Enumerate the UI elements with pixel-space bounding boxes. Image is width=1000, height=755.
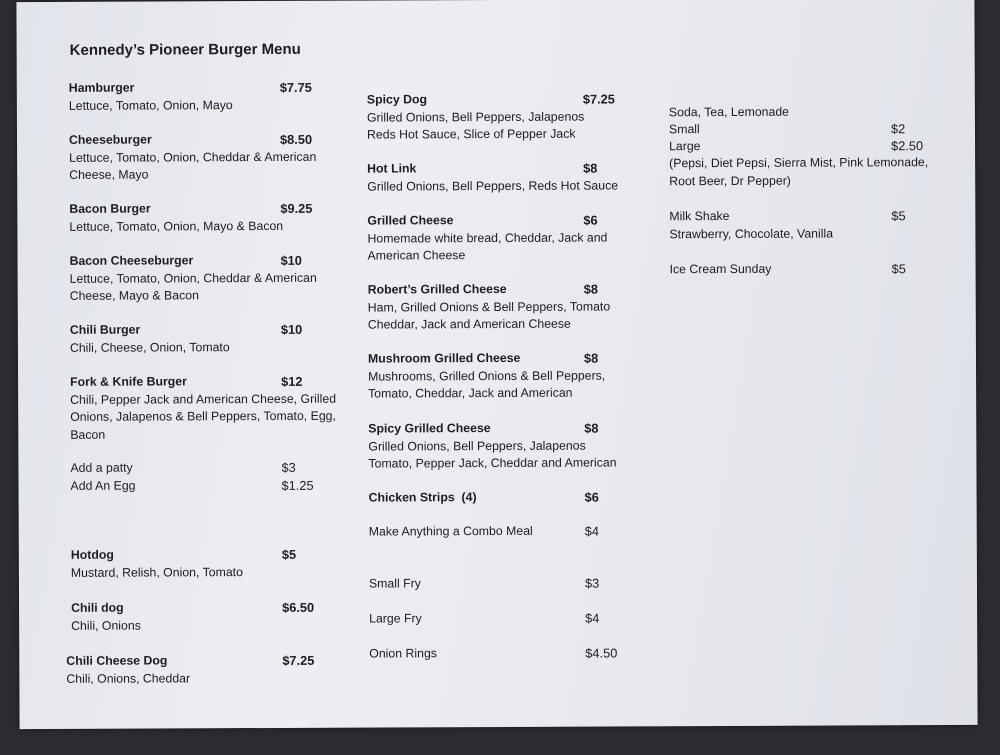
item-desc: Ham, Grilled Onions & Bell Peppers, Tomato — [367, 299, 611, 315]
item-price: $5 — [281, 546, 297, 562]
item-name: Small Fry — [368, 576, 421, 591]
item-desc: Homemade white bread, Cheddar, Jack and — [367, 230, 608, 246]
menu-item-spicy-grilled-cheese — [368, 419, 616, 473]
item-name: Chili dog — [71, 600, 124, 615]
item-desc: Chili, Onions, Cheddar — [66, 670, 191, 686]
item-price: $8 — [583, 281, 598, 297]
item-price: $10 — [280, 252, 302, 268]
item-price: $5 — [891, 261, 906, 277]
drinks-header: Soda, Tea, Lemonade — [668, 104, 790, 120]
drink-large — [669, 138, 924, 156]
menu-item-cheeseburger — [69, 131, 316, 185]
item-price: $5 — [891, 208, 906, 224]
drink-price: $2 — [890, 121, 906, 137]
item-price: $8 — [584, 420, 599, 436]
item-desc: Grilled Onions, Bell Peppers, Jalapenos — [366, 109, 585, 125]
item-desc: Lettuce, Tomato, Onion, Mayo & Bacon — [69, 218, 284, 234]
item-name: Robert’s Grilled Cheese — [367, 281, 507, 297]
menu-item-milk-shake — [669, 208, 906, 244]
menu-item-hot-link — [367, 159, 618, 195]
addon-price: $1.25 — [281, 477, 314, 493]
item-desc: Tomato, Pepper Jack, Cheddar and American — [368, 455, 617, 471]
item-price: $7.25 — [282, 652, 315, 668]
menu-item-bacon-cheeseburger — [70, 252, 317, 306]
menu-item-roberts-grilled-cheese — [368, 281, 611, 335]
drink-flavors-line: Root Beer, Dr Pepper) — [669, 173, 791, 188]
item-desc: Cheese, Mayo — [69, 167, 149, 182]
item-price: $8 — [583, 350, 599, 366]
menu-sheet — [16, 0, 977, 729]
item-name: Onion Rings — [369, 646, 437, 661]
menu-item-spicy-dog — [366, 91, 615, 144]
item-name: Chili Cheese Dog — [66, 653, 168, 668]
menu-item-chili-cheese-dog — [66, 652, 315, 688]
item-price: $4 — [585, 610, 600, 626]
drinks-section — [669, 104, 789, 122]
menu-item-hamburger — [68, 79, 312, 115]
item-desc: Mushrooms, Grilled Onions & Bell Peppers, — [368, 368, 606, 384]
item-price: $10 — [280, 321, 303, 337]
item-price: $7.75 — [279, 79, 312, 95]
item-desc: Reds Hot Sauce, Slice of Pepper Jack — [366, 126, 576, 142]
item-price: $6 — [584, 489, 599, 505]
item-name: Hamburger — [68, 80, 135, 95]
menu-item-large-fry — [369, 610, 600, 628]
item-desc: Grilled Onions, Bell Peppers, Reds Hot Sauce — [367, 177, 619, 194]
item-name: Milk Shake — [669, 208, 730, 224]
menu-item-chili-dog — [71, 599, 315, 635]
item-desc: Lettuce, Tomato, Onion, Cheddar & American — [69, 149, 317, 165]
drink-size: Large — [669, 139, 701, 154]
item-desc: American Cheese — [367, 248, 466, 263]
item-desc: Grilled Onions, Bell Peppers, Jalapenos — [368, 438, 586, 454]
item-desc: Strawberry, Chocolate, Vanilla — [669, 226, 834, 241]
item-name: Large Fry — [369, 611, 422, 626]
drink-flavors — [669, 154, 928, 190]
drink-flavors-line: (Pepsi, Diet Pepsi, Sierra Mist, Pink Lemonade, — [669, 155, 929, 171]
item-name: Bacon Burger — [69, 201, 151, 216]
item-desc: Chili, Onions — [71, 618, 141, 633]
item-name: Mushroom Grilled Cheese — [367, 350, 521, 366]
item-name: Hotdog — [70, 547, 114, 562]
item-price: $4.50 — [585, 645, 618, 661]
addon-egg — [70, 477, 314, 496]
item-desc: Cheddar, Jack and American Cheese — [367, 316, 571, 332]
item-price: $4 — [584, 523, 599, 539]
item-price: $12 — [281, 373, 303, 389]
item-desc: Chili, Cheese, Onion, Tomato — [69, 339, 230, 355]
item-price: $8 — [583, 160, 598, 176]
addon-name: Add a patty — [70, 460, 133, 475]
menu-item-combo — [368, 523, 599, 541]
page-title: Kennedy’s Pioneer Burger Menu — [69, 40, 301, 59]
item-price: $7.25 — [582, 91, 615, 107]
item-name: Ice Cream Sunday — [669, 261, 772, 277]
drink-size: Small — [668, 122, 700, 137]
item-price: $9.25 — [280, 200, 313, 216]
item-desc: Tomato, Cheddar, Jack and American — [368, 385, 573, 401]
drink-price: $2.50 — [891, 138, 924, 154]
addon-price: $3 — [281, 459, 296, 475]
item-name: Chili Burger — [69, 322, 141, 337]
item-name: Spicy Dog — [366, 92, 428, 107]
menu-item-bacon-burger — [69, 200, 313, 236]
item-price: $3 — [584, 575, 600, 591]
item-desc: Chili, Pepper Jack and American Cheese, Grilled — [70, 391, 337, 407]
item-desc: Lettuce, Tomato, Onion, Mayo — [68, 97, 233, 113]
item-name: Spicy Grilled Cheese — [368, 421, 491, 436]
item-price: $6 — [583, 212, 598, 228]
item-desc: Mustard, Relish, Onion, Tomato — [70, 564, 243, 580]
addon-name: Add An Egg — [70, 478, 136, 493]
item-name: Cheeseburger — [68, 132, 152, 147]
item-name: Hot Link — [367, 161, 417, 176]
menu-item-chicken-strips — [368, 489, 599, 507]
item-desc: Bacon — [70, 427, 106, 442]
item-desc: Onions, Jalapenos & Bell Peppers, Tomato, Egg, — [70, 408, 336, 424]
menu-item-chili-burger — [69, 321, 303, 357]
item-name: Make Anything a Combo Meal — [368, 523, 533, 539]
item-desc: Cheese, Mayo & Bacon — [69, 288, 199, 303]
menu-item-mushroom-grilled-cheese — [368, 350, 605, 404]
addon-patty — [70, 459, 296, 478]
item-name: Grilled Cheese — [367, 213, 454, 228]
item-price: $8.50 — [279, 131, 313, 147]
menu-item-small-fry — [368, 575, 600, 593]
menu-item-grilled-cheese — [367, 212, 607, 266]
menu-item-hotdog — [70, 546, 297, 582]
menu-item-onion-rings — [369, 645, 618, 663]
item-name: Chicken Strips (4) — [368, 490, 477, 505]
menu-item-ice-cream-sunday — [669, 261, 906, 279]
menu-item-fork-knife-burger — [70, 373, 336, 444]
item-desc: Lettuce, Tomato, Onion, Cheddar & American — [69, 270, 317, 286]
drink-small — [668, 121, 906, 139]
item-price: $6.50 — [282, 599, 315, 615]
item-name: Fork & Knife Burger — [70, 374, 187, 389]
item-name: Bacon Cheeseburger — [69, 253, 194, 268]
